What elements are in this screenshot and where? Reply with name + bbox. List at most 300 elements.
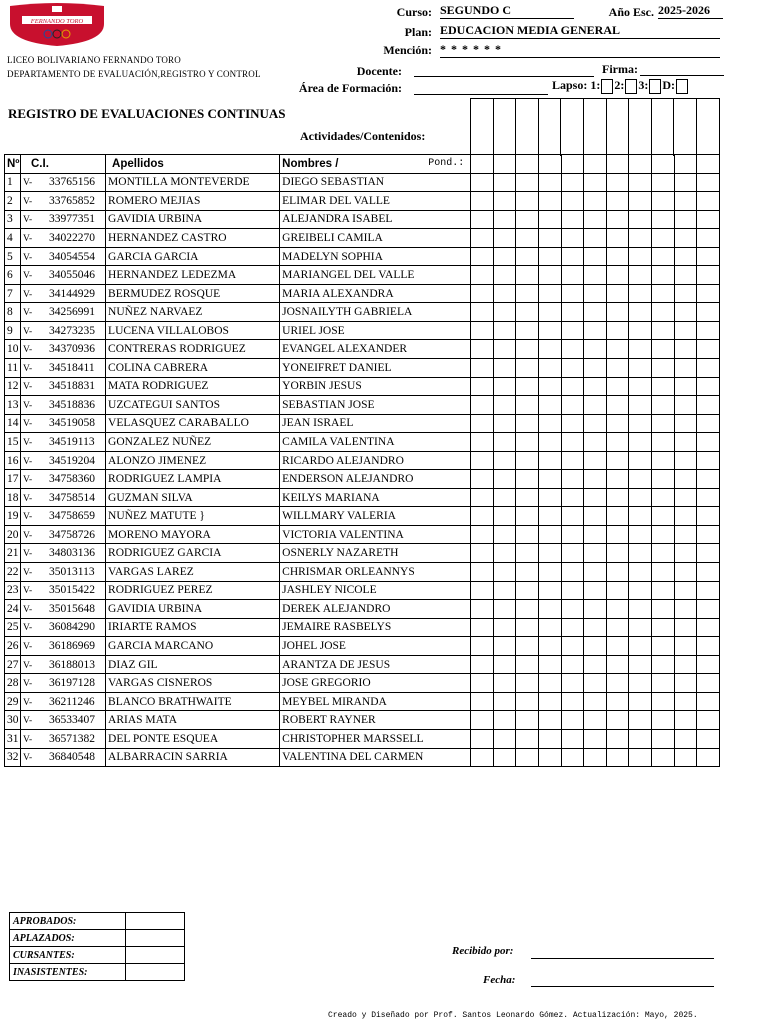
grade-cell[interactable] [697,284,720,303]
grade-cell[interactable] [629,488,652,507]
grade-cell[interactable] [652,173,675,192]
grade-cell[interactable] [539,377,562,396]
grade-cell[interactable] [584,729,607,748]
grade-cell[interactable] [697,173,720,192]
grade-cell[interactable] [606,470,629,489]
grade-cell[interactable] [606,507,629,526]
grade-cell[interactable] [493,433,516,452]
fecha-field[interactable] [531,972,714,987]
aprobados-value[interactable] [126,913,185,930]
grade-cell[interactable] [516,321,539,340]
grade-cell[interactable] [516,525,539,544]
grade-cell[interactable] [697,544,720,563]
grade-cell[interactable] [539,637,562,656]
grade-cell[interactable] [606,284,629,303]
grade-cell[interactable] [629,284,652,303]
grade-cell[interactable] [652,544,675,563]
grade-header-cell[interactable] [697,155,720,174]
grade-cell[interactable] [652,655,675,674]
grade-cell[interactable] [516,655,539,674]
grade-cell[interactable] [493,674,516,693]
grade-cell[interactable] [606,563,629,582]
grade-cell[interactable] [561,692,584,711]
grade-cell[interactable] [516,173,539,192]
grade-cell[interactable] [629,321,652,340]
grade-cell[interactable] [606,711,629,730]
grade-cell[interactable] [493,303,516,322]
grade-cell[interactable] [584,359,607,378]
grade-cell[interactable] [652,674,675,693]
grade-cell[interactable] [471,173,494,192]
grade-cell[interactable] [539,284,562,303]
grade-cell[interactable] [539,711,562,730]
grade-cell[interactable] [471,655,494,674]
grade-cell[interactable] [652,581,675,600]
grade-cell[interactable] [584,321,607,340]
grade-cell[interactable] [652,229,675,248]
grade-cell[interactable] [471,748,494,767]
grade-cell[interactable] [652,692,675,711]
grade-cell[interactable] [629,581,652,600]
grade-cell[interactable] [697,711,720,730]
grade-cell[interactable] [561,247,584,266]
grade-cell[interactable] [674,618,697,637]
grade-cell[interactable] [584,525,607,544]
grade-cell[interactable] [471,396,494,415]
curso-field[interactable]: SEGUNDO C [440,3,574,19]
grade-cell[interactable] [471,229,494,248]
grade-cell[interactable] [652,303,675,322]
grade-cell[interactable] [561,396,584,415]
grade-cell[interactable] [493,414,516,433]
grade-cell[interactable] [471,563,494,582]
grade-cell[interactable] [629,544,652,563]
grade-cell[interactable] [652,525,675,544]
grade-cell[interactable] [471,470,494,489]
grade-cell[interactable] [606,748,629,767]
grade-cell[interactable] [471,544,494,563]
grade-cell[interactable] [629,525,652,544]
grade-cell[interactable] [471,359,494,378]
grade-cell[interactable] [697,229,720,248]
grade-cell[interactable] [493,451,516,470]
grade-cell[interactable] [697,266,720,285]
grade-cell[interactable] [539,563,562,582]
grade-header-cell[interactable] [493,155,516,174]
grade-cell[interactable] [539,525,562,544]
aplazados-value[interactable] [126,930,185,947]
grade-cell[interactable] [516,618,539,637]
grade-cell[interactable] [516,507,539,526]
grade-cell[interactable] [629,692,652,711]
grade-cell[interactable] [493,247,516,266]
grade-cell[interactable] [516,692,539,711]
grade-cell[interactable] [539,396,562,415]
grade-cell[interactable] [471,674,494,693]
grade-cell[interactable] [584,377,607,396]
grade-cell[interactable] [606,729,629,748]
grade-cell[interactable] [652,507,675,526]
grade-cell[interactable] [606,488,629,507]
grade-cell[interactable] [674,359,697,378]
grade-cell[interactable] [697,637,720,656]
grade-cell[interactable] [674,637,697,656]
grade-cell[interactable] [584,711,607,730]
grade-cell[interactable] [674,173,697,192]
grade-cell[interactable] [629,470,652,489]
grade-cell[interactable] [652,637,675,656]
inasistentes-value[interactable] [126,964,185,981]
grade-cell[interactable] [674,470,697,489]
grade-cell[interactable] [674,544,697,563]
grade-cell[interactable] [561,729,584,748]
grade-cell[interactable] [697,470,720,489]
grade-cell[interactable] [516,359,539,378]
grade-cell[interactable] [471,303,494,322]
grade-cell[interactable] [561,451,584,470]
grade-cell[interactable] [561,229,584,248]
grade-cell[interactable] [652,192,675,211]
grade-cell[interactable] [606,414,629,433]
grade-cell[interactable] [516,396,539,415]
grade-cell[interactable] [516,600,539,619]
grade-cell[interactable] [584,303,607,322]
grade-cell[interactable] [516,210,539,229]
grade-header-cell[interactable] [584,155,607,174]
grade-cell[interactable] [584,284,607,303]
grade-cell[interactable] [584,600,607,619]
grade-cell[interactable] [493,173,516,192]
grade-cell[interactable] [674,340,697,359]
grade-cell[interactable] [674,377,697,396]
grade-cell[interactable] [584,692,607,711]
mencion-field[interactable]: * * * * * * [440,42,720,58]
grade-cell[interactable] [629,748,652,767]
grade-cell[interactable] [606,396,629,415]
grade-cell[interactable] [539,600,562,619]
grade-cell[interactable] [697,340,720,359]
grade-cell[interactable] [606,655,629,674]
grade-cell[interactable] [629,433,652,452]
grade-cell[interactable] [652,340,675,359]
grade-cell[interactable] [493,655,516,674]
grade-cell[interactable] [674,396,697,415]
grade-cell[interactable] [697,600,720,619]
grade-cell[interactable] [697,563,720,582]
grade-cell[interactable] [697,247,720,266]
grade-cell[interactable] [493,711,516,730]
grade-cell[interactable] [516,544,539,563]
grade-cell[interactable] [629,340,652,359]
grade-cell[interactable] [516,433,539,452]
grade-cell[interactable] [697,377,720,396]
grade-cell[interactable] [493,748,516,767]
grade-cell[interactable] [697,488,720,507]
grade-header-cell[interactable] [674,155,697,174]
grade-cell[interactable] [697,618,720,637]
grade-cell[interactable] [584,396,607,415]
grade-cell[interactable] [629,396,652,415]
grade-cell[interactable] [561,674,584,693]
grade-cell[interactable] [697,396,720,415]
grade-cell[interactable] [516,340,539,359]
grade-cell[interactable] [493,470,516,489]
grade-cell[interactable] [652,247,675,266]
grade-cell[interactable] [561,525,584,544]
grade-cell[interactable] [629,303,652,322]
grade-cell[interactable] [516,488,539,507]
grade-cell[interactable] [697,525,720,544]
grade-cell[interactable] [539,414,562,433]
grade-cell[interactable] [561,655,584,674]
grade-cell[interactable] [493,321,516,340]
grade-cell[interactable] [606,433,629,452]
grade-cell[interactable] [629,414,652,433]
grade-cell[interactable] [606,321,629,340]
grade-cell[interactable] [471,488,494,507]
grade-cell[interactable] [584,247,607,266]
grade-cell[interactable] [606,637,629,656]
grade-cell[interactable] [606,618,629,637]
grade-cell[interactable] [606,674,629,693]
grade-cell[interactable] [584,655,607,674]
grade-cell[interactable] [561,600,584,619]
grade-cell[interactable] [561,414,584,433]
lapso-2-checkbox[interactable] [625,79,637,94]
grade-cell[interactable] [561,303,584,322]
grade-cell[interactable] [674,729,697,748]
area-field[interactable] [414,80,548,95]
grade-cell[interactable] [561,284,584,303]
grade-cell[interactable] [674,655,697,674]
grade-cell[interactable] [652,377,675,396]
grade-cell[interactable] [539,321,562,340]
grade-cell[interactable] [471,284,494,303]
grade-cell[interactable] [539,470,562,489]
grade-cell[interactable] [539,655,562,674]
grade-cell[interactable] [471,618,494,637]
grade-cell[interactable] [606,600,629,619]
grade-cell[interactable] [584,451,607,470]
grade-cell[interactable] [606,340,629,359]
grade-cell[interactable] [629,711,652,730]
grade-cell[interactable] [539,247,562,266]
grade-cell[interactable] [606,692,629,711]
grade-cell[interactable] [629,210,652,229]
grade-cell[interactable] [584,544,607,563]
grade-cell[interactable] [674,284,697,303]
grade-cell[interactable] [652,414,675,433]
grade-cell[interactable] [539,210,562,229]
grade-cell[interactable] [674,303,697,322]
grade-cell[interactable] [584,266,607,285]
grade-cell[interactable] [516,377,539,396]
grade-cell[interactable] [606,544,629,563]
grade-cell[interactable] [539,192,562,211]
grade-cell[interactable] [629,229,652,248]
grade-cell[interactable] [516,674,539,693]
grade-cell[interactable] [493,396,516,415]
grade-header-cell[interactable] [606,155,629,174]
grade-cell[interactable] [493,284,516,303]
grade-cell[interactable] [606,210,629,229]
grade-cell[interactable] [516,266,539,285]
grade-cell[interactable] [584,414,607,433]
grade-cell[interactable] [652,433,675,452]
grade-cell[interactable] [629,192,652,211]
grade-cell[interactable] [539,359,562,378]
grade-cell[interactable] [539,692,562,711]
grade-cell[interactable] [516,451,539,470]
grade-cell[interactable] [539,303,562,322]
grade-cell[interactable] [584,340,607,359]
grade-cell[interactable] [652,396,675,415]
grade-cell[interactable] [471,266,494,285]
grade-cell[interactable] [584,637,607,656]
grade-cell[interactable] [516,192,539,211]
grade-cell[interactable] [697,359,720,378]
grade-cell[interactable] [561,748,584,767]
grade-cell[interactable] [561,192,584,211]
grade-cell[interactable] [697,303,720,322]
grade-cell[interactable] [697,414,720,433]
grade-cell[interactable] [516,748,539,767]
grade-cell[interactable] [652,488,675,507]
grade-cell[interactable] [561,711,584,730]
grade-cell[interactable] [516,729,539,748]
grade-cell[interactable] [516,229,539,248]
grade-cell[interactable] [493,581,516,600]
grade-cell[interactable] [493,544,516,563]
grade-cell[interactable] [697,692,720,711]
grade-cell[interactable] [493,340,516,359]
grade-cell[interactable] [674,210,697,229]
grade-cell[interactable] [493,210,516,229]
grade-cell[interactable] [493,525,516,544]
grade-cell[interactable] [674,581,697,600]
grade-cell[interactable] [471,321,494,340]
grade-cell[interactable] [493,692,516,711]
grade-cell[interactable] [629,507,652,526]
grade-cell[interactable] [697,581,720,600]
grade-cell[interactable] [561,433,584,452]
ano-field[interactable]: 2025-2026 [658,3,723,19]
grade-cell[interactable] [606,377,629,396]
grade-cell[interactable] [471,192,494,211]
grade-cell[interactable] [471,247,494,266]
grade-cell[interactable] [674,247,697,266]
grade-cell[interactable] [516,470,539,489]
grade-cell[interactable] [697,433,720,452]
grade-cell[interactable] [629,618,652,637]
grade-cell[interactable] [697,451,720,470]
grade-cell[interactable] [652,284,675,303]
grade-cell[interactable] [471,692,494,711]
grade-cell[interactable] [516,284,539,303]
grade-cell[interactable] [652,748,675,767]
grade-cell[interactable] [561,377,584,396]
grade-cell[interactable] [674,266,697,285]
grade-cell[interactable] [561,563,584,582]
grade-cell[interactable] [652,451,675,470]
grade-cell[interactable] [629,173,652,192]
grade-cell[interactable] [539,544,562,563]
grade-cell[interactable] [561,340,584,359]
grade-cell[interactable] [652,563,675,582]
grade-cell[interactable] [539,618,562,637]
firma-field[interactable] [640,61,724,76]
grade-cell[interactable] [539,507,562,526]
grade-cell[interactable] [516,303,539,322]
cursantes-value[interactable] [126,947,185,964]
grade-cell[interactable] [493,600,516,619]
grade-cell[interactable] [652,359,675,378]
grade-cell[interactable] [584,433,607,452]
grade-cell[interactable] [471,451,494,470]
grade-cell[interactable] [652,711,675,730]
grade-cell[interactable] [606,359,629,378]
grade-cell[interactable] [471,414,494,433]
grade-cell[interactable] [674,563,697,582]
grade-cell[interactable] [674,229,697,248]
grade-cell[interactable] [584,581,607,600]
grade-cell[interactable] [674,321,697,340]
grade-cell[interactable] [539,488,562,507]
grade-cell[interactable] [674,600,697,619]
plan-field[interactable]: EDUCACION MEDIA GENERAL [440,23,720,39]
grade-cell[interactable] [674,711,697,730]
grade-cell[interactable] [697,748,720,767]
recibido-field[interactable] [531,944,714,959]
grade-header-cell[interactable] [652,155,675,174]
grade-cell[interactable] [697,210,720,229]
grade-cell[interactable] [516,581,539,600]
grade-cell[interactable] [493,377,516,396]
grade-cell[interactable] [471,377,494,396]
grade-cell[interactable] [561,544,584,563]
grade-cell[interactable] [629,359,652,378]
grade-cell[interactable] [652,470,675,489]
grade-cell[interactable] [629,451,652,470]
grade-header-cell[interactable] [561,155,584,174]
grade-cell[interactable] [471,340,494,359]
grade-cell[interactable] [674,451,697,470]
grade-cell[interactable] [539,729,562,748]
grade-cell[interactable] [561,321,584,340]
docente-field[interactable] [414,62,594,77]
grade-cell[interactable] [629,377,652,396]
grade-cell[interactable] [471,581,494,600]
grade-cell[interactable] [584,470,607,489]
grade-cell[interactable] [697,674,720,693]
grade-cell[interactable] [539,266,562,285]
grade-cell[interactable] [561,266,584,285]
grade-cell[interactable] [674,507,697,526]
grade-cell[interactable] [674,433,697,452]
grade-cell[interactable] [674,414,697,433]
grade-cell[interactable] [606,247,629,266]
grade-cell[interactable] [561,470,584,489]
grade-cell[interactable] [606,229,629,248]
grade-cell[interactable] [471,729,494,748]
grade-cell[interactable] [561,210,584,229]
grade-cell[interactable] [584,192,607,211]
grade-cell[interactable] [629,247,652,266]
grade-cell[interactable] [652,618,675,637]
grade-cell[interactable] [584,563,607,582]
grade-cell[interactable] [561,637,584,656]
grade-cell[interactable] [493,488,516,507]
